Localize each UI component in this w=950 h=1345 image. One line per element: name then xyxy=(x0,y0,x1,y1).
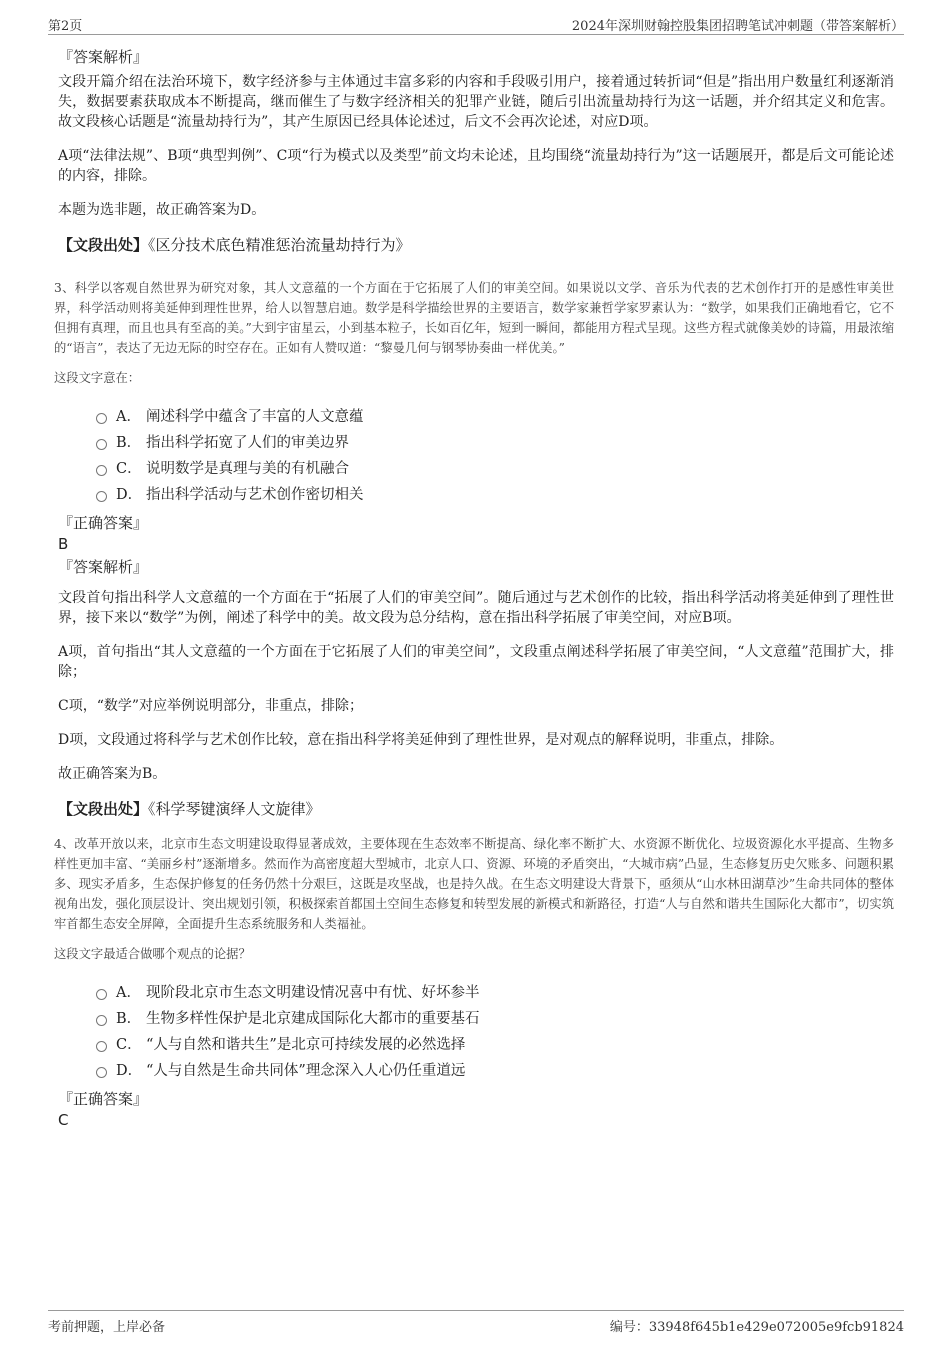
analysis-paragraph: A项“法律法规”、B项“典型判例”、C项“行为模式以及类型”前文均未论述，且均围绕“流量劫持行为”这一话题展开，都是后文可能论述的内容，排除。 xyxy=(58,148,894,184)
option-letter: A． xyxy=(116,408,141,425)
option-text: 说明数学是真理与美的有机融合 xyxy=(146,460,349,477)
analysis-paragraph: 文段首句指出科学人文意蕴的一个方面在于“拓展了人们的审美空间”。随后通过与艺术创作的比较，指出科学活动将美延伸到了理性世界，接下来以“数学”为例，阐述了科学中的美。故文段为总分结构，意在指出科学拓展了审美空间，对应B项。 xyxy=(58,590,894,626)
option-letter: D． xyxy=(116,1062,143,1079)
option-a[interactable] xyxy=(96,978,894,1004)
document-code: 编号：33948f645b1e429e072005e9fcb91824 xyxy=(609,1320,904,1335)
source-title: 《科学琴键演绎人文旋律》 xyxy=(148,800,321,818)
footer-slogan: 考前押题，上岸必备 xyxy=(48,1320,166,1335)
question-4-options xyxy=(96,978,894,1082)
radio-icon[interactable] xyxy=(96,465,107,476)
question-4-prompt: 这段文字最适合做哪个观点的论据？ xyxy=(54,947,251,961)
option-text: “人与自然是生命共同体”理念深入人心仍任重道远 xyxy=(146,1062,466,1079)
option-letter: B． xyxy=(116,1010,142,1027)
analysis-label: 『答案解析』 xyxy=(58,48,149,66)
option-b[interactable] xyxy=(96,428,894,454)
source-title: 《区分技术底色精准惩治流量劫持行为》 xyxy=(148,236,411,254)
option-letter: C． xyxy=(116,1036,142,1053)
option-text: 阐述科学中蕴含了丰富的人文意蕴 xyxy=(146,408,364,425)
document-content xyxy=(54,40,894,1138)
option-letter: A． xyxy=(116,984,141,1001)
page-header xyxy=(48,12,904,35)
analysis-paragraph: 本题为选非题，故正确答案为D。 xyxy=(58,202,266,218)
page-footer xyxy=(48,1310,904,1337)
option-letter: B． xyxy=(116,434,142,451)
option-c[interactable] xyxy=(96,454,894,480)
question-3-text: 3、科学以客观自然世界为研究对象，其人文意蕴的一个方面在于它拓展了人们的审美空间。如果说以文学、音乐为代表的艺术创作打开的是感性审美世界，科学活动则将美延伸到理性世界，给人以智慧启迪。数学是科学描绘世界的主要语言，数学家兼哲学家罗素认为：“数学，如果我们正确地看它，它不但拥有真理，而且也具有至高的美。”大到宇宙星云，小到基本粒子，长如百亿年，短到一瞬间，都能用方程式呈现。这些方程式就像美妙的诗篇，用最浓缩的“语言”，表达了无边无际的时空存在。正如有人赞叹道：“黎曼几何与钢琴协奏曲一样优美。” xyxy=(54,281,894,355)
answer-label: 『正确答案』 xyxy=(58,1090,149,1108)
radio-icon[interactable] xyxy=(96,413,107,424)
source-line xyxy=(58,234,894,256)
correct-answer: B xyxy=(58,535,69,553)
document-title: 2024年深圳财翰控股集团招聘笔试冲刺题（带答案解析） xyxy=(571,19,904,34)
radio-icon[interactable] xyxy=(96,491,107,502)
option-c[interactable] xyxy=(96,1030,894,1056)
page-number: 第2页 xyxy=(48,19,83,34)
analysis-label: 『答案解析』 xyxy=(58,558,149,576)
option-text: 指出科学活动与艺术创作密切相关 xyxy=(146,486,364,503)
question-3-prompt: 这段文字意在： xyxy=(54,371,141,385)
radio-icon[interactable] xyxy=(96,989,107,1000)
radio-icon[interactable] xyxy=(96,1015,107,1026)
option-letter: C． xyxy=(116,460,142,477)
option-letter: D． xyxy=(116,486,143,503)
analysis-paragraph: D项，文段通过将科学与艺术创作比较，意在指出科学将美延伸到了理性世界，是对观点的解释说明，非重点，排除。 xyxy=(58,732,784,748)
radio-icon[interactable] xyxy=(96,1041,107,1052)
option-text: 生物多样性保护是北京建成国际化大都市的重要基石 xyxy=(146,1010,480,1027)
correct-answer: C xyxy=(58,1111,69,1129)
answer-label: 『正确答案』 xyxy=(58,514,149,532)
option-text: 指出科学拓宽了人们的审美边界 xyxy=(146,434,349,451)
analysis-paragraph: 故正确答案为B。 xyxy=(58,766,167,782)
source-line xyxy=(58,798,894,820)
analysis-paragraph: 文段开篇介绍在法治环境下，数字经济参与主体通过丰富多彩的内容和手段吸引用户，接着通过转折词“但是”指出用户数量红利逐渐消失，数据要素获取成本不断提高，继而催生了与数字经济相关的犯罪产业链，随后引出流量劫持行为这一话题，并介绍其定义和危害。故文段核心话题是“流量劫持行为”，其产生原因已经具体论述过，后文不会再次论述，对应D项。 xyxy=(58,74,894,130)
question-3-options xyxy=(96,402,894,506)
option-a[interactable] xyxy=(96,402,894,428)
source-label: 【文段出处】 xyxy=(58,236,149,254)
option-d[interactable] xyxy=(96,480,894,506)
option-d[interactable] xyxy=(96,1056,894,1082)
analysis-paragraph: A项，首句指出“其人文意蕴的一个方面在于它拓展了人们的审美空间”，文段重点阐述科学拓展了审美空间，“人文意蕴”范围扩大，排除； xyxy=(58,644,894,680)
option-text: 现阶段北京市生态文明建设情况喜中有忧、好坏参半 xyxy=(146,984,480,1001)
question-4-text: 4、改革开放以来，北京市生态文明建设取得显著成效，主要体现在生态效率不断提高、绿化率不断扩大、水资源不断优化、垃圾资源化水平提高、生物多样性更加丰富、“美丽乡村”逐渐增多。然而作为高密度超大型城市，北京人口、资源、环境的矛盾突出，“大城市病”凸显，生态修复历史欠账多、问题积累多、现实矛盾多，生态保护修复的任务仍然十分艰巨，这既是攻坚战，也是持久战。在生态文明建设大背景下，亟须从“山水林田湖草沙”生命共同体的整体视角出发，强化顶层设计、突出规划引领，积极探索首都国土空间生态修复和转型发展的新模式和新路径，打造“人与自然和谐共生国际化大都市”，切实筑牢首都生态安全屏障，全面提升生态系统服务和人类福祉。 xyxy=(54,837,894,931)
analysis-paragraph: C项，“数学”对应举例说明部分，非重点，排除； xyxy=(58,698,364,714)
radio-icon[interactable] xyxy=(96,1067,107,1078)
option-text: “人与自然和谐共生”是北京可持续发展的必然选择 xyxy=(146,1036,466,1053)
option-b[interactable] xyxy=(96,1004,894,1030)
radio-icon[interactable] xyxy=(96,439,107,450)
source-label: 【文段出处】 xyxy=(58,800,149,818)
